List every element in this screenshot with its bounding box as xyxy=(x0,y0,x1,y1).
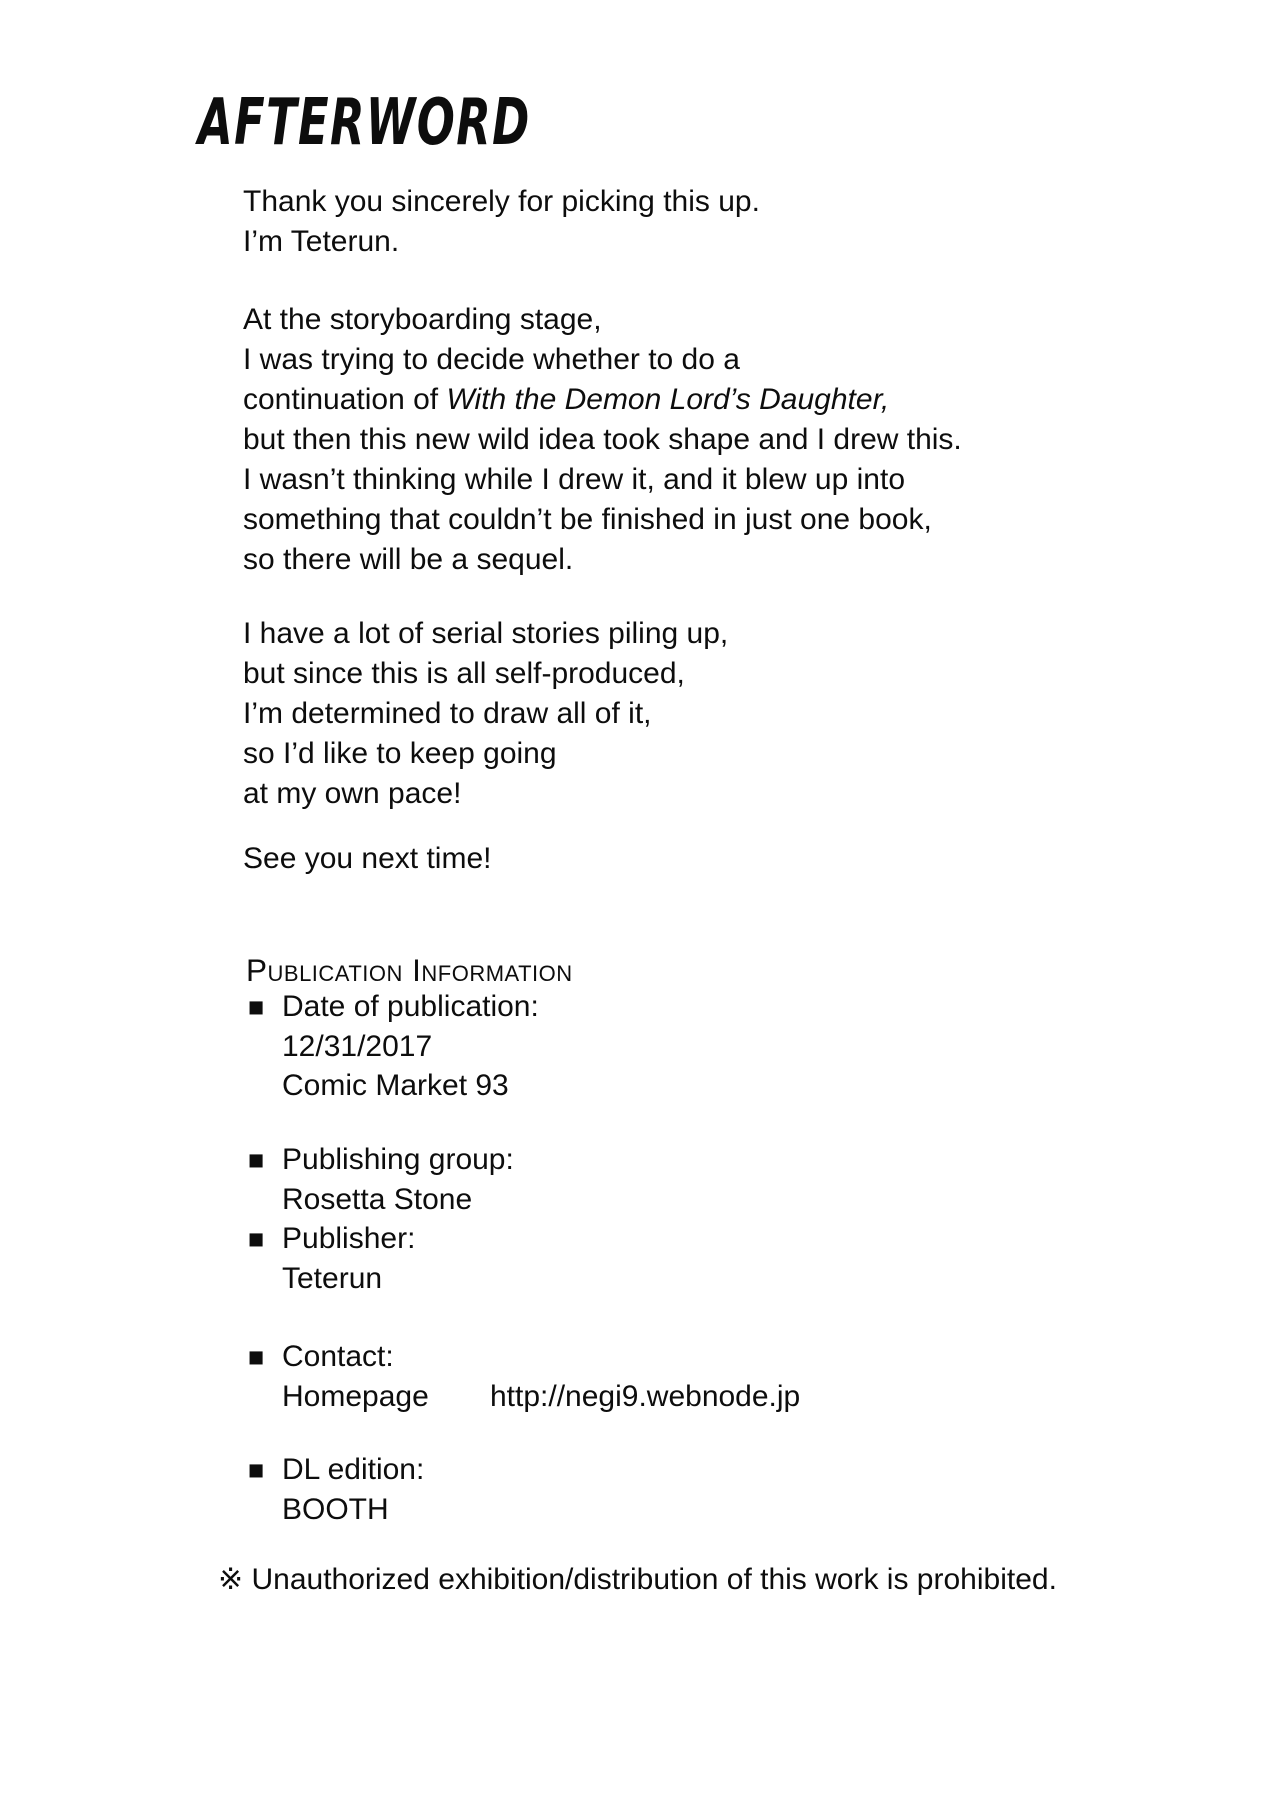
text-line: something that couldn’t be finished in just one book, xyxy=(243,503,932,536)
text-line: Thank you sincerely for picking this up. xyxy=(243,185,760,218)
signoff-line xyxy=(243,839,491,879)
prohibition-notice-text: ※ Unauthorized exhibition/distribution of this work is prohibited. xyxy=(218,1563,1057,1596)
pub-item-contact xyxy=(248,1337,800,1416)
text-line: but then this new wild idea took shape and I drew this. xyxy=(243,423,962,456)
signoff-text: See you next time! xyxy=(243,842,492,875)
text-line: I was trying to decide whether to do a xyxy=(243,343,740,376)
text-segment: continuation of xyxy=(243,383,447,416)
text-line: Teterun xyxy=(282,1262,383,1295)
pub-item-publishing-group xyxy=(248,1140,514,1219)
pub-item-date-of-publication xyxy=(248,987,539,1105)
text-lines-group xyxy=(243,300,962,380)
paragraph-storyboarding xyxy=(243,300,962,580)
text-line: BOOTH xyxy=(282,1493,389,1526)
pub-item-label-row xyxy=(248,1450,424,1490)
publication-heading: Publication Information xyxy=(246,952,573,988)
pub-item-label: Publisher: xyxy=(282,1222,416,1255)
text-line: I’m determined to draw all of it, xyxy=(243,697,652,730)
text-line: so I’d like to keep going xyxy=(243,737,557,770)
pub-item-values xyxy=(282,1180,514,1219)
pub-item-values xyxy=(282,1377,800,1416)
text-line: 12/31/2017 xyxy=(282,1030,433,1063)
pub-item-label-row xyxy=(248,987,539,1027)
bullet-square-icon: ■ xyxy=(248,1455,265,1485)
pub-item-label-row xyxy=(248,1337,800,1377)
paragraph-serial-stories xyxy=(243,614,728,814)
page-title: AFTERWORD xyxy=(198,86,531,160)
text-line: At the storyboarding stage, xyxy=(243,303,602,336)
text-line: I’m Teterun. xyxy=(243,225,400,258)
pub-item-publisher xyxy=(248,1219,415,1298)
bullet-square-icon: ■ xyxy=(248,1342,265,1372)
contact-line xyxy=(282,1377,800,1416)
text-line: I have a lot of serial stories piling up, xyxy=(243,617,729,650)
pub-item-label: DL edition: xyxy=(282,1453,425,1486)
pub-item-values xyxy=(282,1490,424,1529)
pub-item-values xyxy=(282,1027,539,1105)
pub-item-label-row xyxy=(248,1140,514,1180)
paragraph-greeting xyxy=(243,182,760,262)
text-line: at my own pace! xyxy=(243,777,462,810)
pub-item-values xyxy=(282,1259,415,1298)
bullet-square-icon: ■ xyxy=(248,1224,265,1254)
bullet-square-icon: ■ xyxy=(248,992,265,1022)
text-line: but since this is all self-produced, xyxy=(243,657,685,690)
text-line: Rosetta Stone xyxy=(282,1183,473,1216)
text-line: I wasn’t thinking while I drew it, and it blew up into xyxy=(243,463,906,496)
referenced-work-title: With the Demon Lord’s Daughter, xyxy=(446,383,890,416)
text-line-book-title xyxy=(243,380,962,420)
pub-item-label-row xyxy=(248,1219,415,1259)
contact-url: http://negi9.webnode.jp xyxy=(490,1380,801,1413)
contact-method: Homepage xyxy=(282,1380,429,1413)
bullet-square-icon: ■ xyxy=(248,1145,265,1175)
pub-item-dl-edition xyxy=(248,1450,424,1529)
text-line: so there will be a sequel. xyxy=(243,543,574,576)
prohibition-notice xyxy=(218,1560,1057,1600)
text-lines-group xyxy=(243,420,962,580)
pub-item-label: Publishing group: xyxy=(282,1143,514,1176)
pub-item-label: Date of publication: xyxy=(282,990,539,1023)
text-line: Comic Market 93 xyxy=(282,1069,509,1102)
pub-item-label: Contact: xyxy=(282,1340,394,1373)
